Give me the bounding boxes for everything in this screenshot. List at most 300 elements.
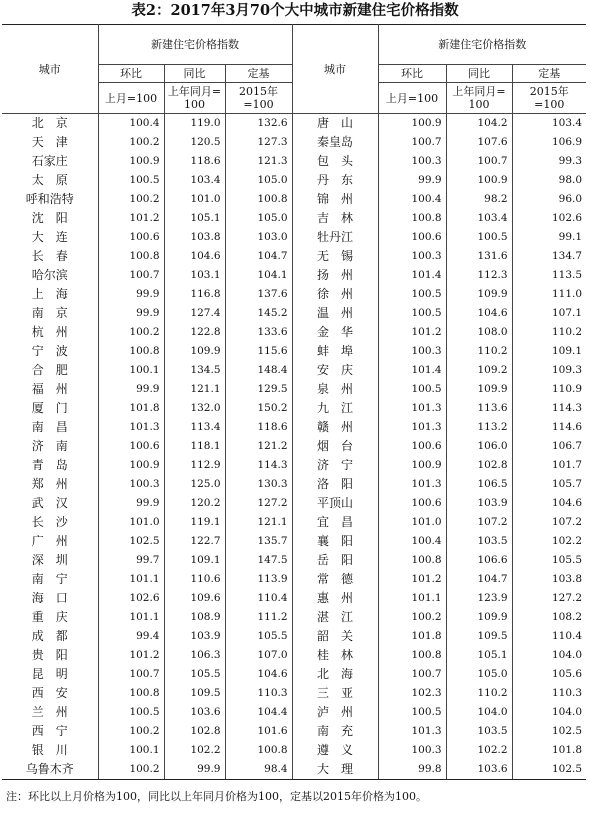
city-cell-right: 襄 阳 <box>292 532 378 551</box>
yoy-cell-left: 116.8 <box>164 285 225 304</box>
city-cell-right: 三 亚 <box>292 684 378 703</box>
mom-cell-right: 100.4 <box>378 532 446 551</box>
city-cell-left: 太 原 <box>2 171 98 190</box>
mom-cell-left: 100.3 <box>98 475 164 494</box>
mom-cell-right: 100.6 <box>378 437 446 456</box>
mom-cell-right: 101.0 <box>378 513 446 532</box>
yoy-cell-left: 109.1 <box>164 551 225 570</box>
mom-cell-left: 100.6 <box>98 228 164 247</box>
yoy-cell-right: 123.9 <box>446 589 512 608</box>
yoy-cell-right: 103.9 <box>446 494 512 513</box>
base-cell-right: 98.0 <box>558 174 583 186</box>
city-cell-left: 南 宁 <box>2 570 98 589</box>
table-header <box>2 25 586 114</box>
yoy-cell-right: 107.2 <box>446 513 512 532</box>
city-cell-left: 海 口 <box>2 589 98 608</box>
yoy-cell-left: 120.5 <box>164 133 225 152</box>
yoy-cell-right: 100.7 <box>446 152 512 171</box>
mom-cell-right: 100.2 <box>378 608 446 627</box>
city-cell-left: 天 津 <box>2 133 98 152</box>
city-cell-right: 丹 东 <box>292 171 378 190</box>
mom-cell-left: 100.4 <box>98 114 164 134</box>
base-cell-right: 102.6 <box>551 212 583 224</box>
yoy-cell-right: 100.5 <box>446 228 512 247</box>
yoy-cell-left: 103.9 <box>164 627 225 646</box>
mom-cell-right: 101.1 <box>378 589 446 608</box>
header-base-sub-line2: =100 <box>534 98 565 111</box>
base-cell-left: 98.4 <box>225 760 292 780</box>
table-row <box>2 513 586 532</box>
base-cell-left: 105.0 <box>225 171 292 190</box>
table-row <box>2 209 586 228</box>
mom-cell-right: 100.4 <box>378 190 446 209</box>
header-yoy-sub-left <box>164 83 225 114</box>
mom-cell-left: 100.7 <box>98 665 164 684</box>
mom-cell-left: 99.9 <box>98 380 164 399</box>
base-cell-left: 118.6 <box>225 418 292 437</box>
city-cell-left: 成 都 <box>2 627 98 646</box>
mom-cell-right: 101.3 <box>378 722 446 741</box>
yoy-cell-right: 105.0 <box>446 665 512 684</box>
base-cell-left: 100.8 <box>225 741 292 760</box>
header-base-sub-right <box>512 83 586 114</box>
base-cell-left: 104.4 <box>225 703 292 722</box>
mom-cell-right: 100.6 <box>378 494 446 513</box>
base-cell-left: 135.7 <box>225 532 292 551</box>
yoy-cell-right: 103.5 <box>446 722 512 741</box>
table-row <box>2 703 586 722</box>
table-row <box>2 589 586 608</box>
yoy-cell-left: 118.1 <box>164 437 225 456</box>
city-cell-left: 福 州 <box>2 380 98 399</box>
yoy-cell-right: 104.2 <box>446 114 512 134</box>
city-cell-left: 上 海 <box>2 285 98 304</box>
table-row <box>2 247 586 266</box>
base-cell-right: 99.1 <box>558 231 583 243</box>
yoy-cell-left: 99.9 <box>164 760 225 780</box>
table-row <box>2 380 586 399</box>
base-cell-left: 129.5 <box>225 380 292 399</box>
yoy-cell-left: 105.5 <box>164 665 225 684</box>
yoy-cell-left: 112.9 <box>164 456 225 475</box>
table-row <box>2 646 586 665</box>
base-cell-right: 127.2 <box>551 592 583 604</box>
yoy-cell-right: 109.2 <box>446 361 512 380</box>
yoy-cell-right: 104.7 <box>446 570 512 589</box>
city-cell-left: 厦 门 <box>2 399 98 418</box>
mom-cell-right: 100.3 <box>378 342 446 361</box>
city-cell-right: 韶 关 <box>292 627 378 646</box>
mom-cell-right: 100.5 <box>378 285 446 304</box>
yoy-cell-left: 102.2 <box>164 741 225 760</box>
city-cell-left: 武 汉 <box>2 494 98 513</box>
base-cell-left: 121.1 <box>225 513 292 532</box>
yoy-cell-left: 122.7 <box>164 532 225 551</box>
city-cell-right: 牡丹江 <box>292 228 378 247</box>
city-cell-left: 沈 阳 <box>2 209 98 228</box>
city-cell-right: 洛 阳 <box>292 475 378 494</box>
city-cell-right: 唐 山 <box>292 114 378 134</box>
yoy-cell-left: 119.0 <box>164 114 225 134</box>
mom-cell-left: 101.3 <box>98 418 164 437</box>
base-cell-right: 134.7 <box>551 250 583 262</box>
yoy-cell-left: 125.0 <box>164 475 225 494</box>
base-cell-right: 109.3 <box>551 364 583 376</box>
city-cell-left: 兰 州 <box>2 703 98 722</box>
table-row <box>2 722 586 741</box>
mom-cell-left: 100.1 <box>98 361 164 380</box>
yoy-cell-right: 131.6 <box>446 247 512 266</box>
base-cell-right: 103.8 <box>551 573 583 585</box>
mom-cell-left: 100.5 <box>98 171 164 190</box>
header-yoy-sub-line2: 100 <box>468 98 490 111</box>
base-cell-left: 104.1 <box>225 266 292 285</box>
city-cell-left: 郑 州 <box>2 475 98 494</box>
header-base-sub-left <box>225 83 292 114</box>
header-yoy-sub-line1: 上年同月= <box>167 85 222 98</box>
city-cell-right: 大 理 <box>292 760 378 780</box>
table-row <box>2 361 586 380</box>
header-group-left: 新建住宅价格指数 <box>98 25 292 65</box>
base-cell-right: 110.2 <box>551 326 583 338</box>
city-cell-left: 杭 州 <box>2 323 98 342</box>
mom-cell-right: 100.7 <box>378 665 446 684</box>
base-cell-left: 130.3 <box>225 475 292 494</box>
mom-cell-left: 100.2 <box>98 190 164 209</box>
base-cell-left: 121.2 <box>225 437 292 456</box>
city-cell-right: 蚌 埠 <box>292 342 378 361</box>
city-cell-right: 赣 州 <box>292 418 378 437</box>
yoy-cell-left: 101.0 <box>164 190 225 209</box>
base-cell-left: 110.4 <box>225 589 292 608</box>
base-cell-right: 102.5 <box>512 760 586 780</box>
table-title: 表2：2017年3月70个大中城市新建住宅价格指数 <box>131 2 459 19</box>
mom-cell-right: 101.2 <box>378 323 446 342</box>
header-base-sub-line1: 2015年 <box>529 85 569 98</box>
base-cell-right: 110.9 <box>551 383 583 395</box>
mom-cell-right: 100.9 <box>378 456 446 475</box>
base-cell-left: 150.2 <box>225 399 292 418</box>
yoy-cell-left: 109.5 <box>164 684 225 703</box>
city-cell-right: 安 庆 <box>292 361 378 380</box>
base-cell-left: 133.6 <box>225 323 292 342</box>
city-cell-right: 吉 林 <box>292 209 378 228</box>
mom-cell-right: 101.4 <box>378 266 446 285</box>
base-cell-left: 114.3 <box>225 456 292 475</box>
base-cell-right: 96.0 <box>558 193 583 205</box>
table-row <box>2 228 586 247</box>
yoy-cell-right: 113.6 <box>446 399 512 418</box>
base-cell-right: 105.5 <box>551 554 583 566</box>
table-row <box>2 494 586 513</box>
base-cell-left: 107.0 <box>225 646 292 665</box>
yoy-cell-left: 132.0 <box>164 399 225 418</box>
city-cell-left: 西 安 <box>2 684 98 703</box>
table-row <box>2 190 586 209</box>
base-cell-left: 132.6 <box>225 114 292 134</box>
mom-cell-left: 100.8 <box>98 247 164 266</box>
base-cell-right: 99.3 <box>558 155 583 167</box>
yoy-cell-left: 121.1 <box>164 380 225 399</box>
base-cell-right: 110.3 <box>551 687 583 699</box>
city-cell-right: 北 海 <box>292 665 378 684</box>
base-cell-left: 115.6 <box>225 342 292 361</box>
table-row <box>2 399 586 418</box>
base-cell-left: 105.0 <box>225 209 292 228</box>
city-cell-right: 平顶山 <box>292 494 378 513</box>
city-cell-right: 温 州 <box>292 304 378 323</box>
yoy-cell-left: 105.1 <box>164 209 225 228</box>
mom-cell-right: 100.3 <box>378 152 446 171</box>
mom-cell-left: 100.8 <box>98 684 164 703</box>
mom-cell-left: 101.2 <box>98 209 164 228</box>
yoy-cell-right: 112.3 <box>446 266 512 285</box>
table-row <box>2 627 586 646</box>
city-cell-right: 惠 州 <box>292 589 378 608</box>
city-cell-left: 南 昌 <box>2 418 98 437</box>
city-cell-right: 锦 州 <box>292 190 378 209</box>
city-cell-right: 济 宁 <box>292 456 378 475</box>
table-row <box>2 266 586 285</box>
base-cell-right: 104.0 <box>551 706 583 718</box>
table-row <box>2 133 586 152</box>
table-row <box>2 323 586 342</box>
base-cell-left: 127.2 <box>225 494 292 513</box>
header-group-right: 新建住宅价格指数 <box>378 25 586 65</box>
yoy-cell-left: 113.4 <box>164 418 225 437</box>
base-cell-right: 104.6 <box>551 497 583 509</box>
yoy-cell-right: 109.9 <box>446 608 512 627</box>
header-yoy-sub-line1: 上年同月= <box>452 85 506 98</box>
base-cell-right: 106.7 <box>551 440 583 452</box>
base-cell-right: 105.7 <box>551 478 583 490</box>
mom-cell-left: 100.2 <box>98 133 164 152</box>
base-cell-right: 102.5 <box>551 725 583 737</box>
city-cell-right: 包 头 <box>292 152 378 171</box>
base-cell-right: 108.2 <box>551 611 583 623</box>
yoy-cell-right: 107.6 <box>446 133 512 152</box>
yoy-cell-right: 109.5 <box>446 627 512 646</box>
mom-cell-right: 101.2 <box>378 570 446 589</box>
city-cell-left: 青 岛 <box>2 456 98 475</box>
city-cell-right: 湛 江 <box>292 608 378 627</box>
base-cell-right: 106.9 <box>551 136 583 148</box>
mom-cell-right: 100.8 <box>378 551 446 570</box>
mom-cell-left: 100.7 <box>98 266 164 285</box>
mom-cell-right: 100.3 <box>378 247 446 266</box>
base-cell-right: 103.4 <box>551 117 583 129</box>
header-mom-sub-right: 上月=100 <box>378 83 446 114</box>
base-cell-right: 107.2 <box>551 516 583 528</box>
city-cell-left: 贵 阳 <box>2 646 98 665</box>
city-cell-right: 烟 台 <box>292 437 378 456</box>
table-row <box>2 551 586 570</box>
base-cell-right: 111.0 <box>551 288 583 300</box>
base-cell-right: 101.7 <box>551 459 583 471</box>
yoy-cell-right: 113.2 <box>446 418 512 437</box>
city-cell-right: 南 充 <box>292 722 378 741</box>
base-cell-right: 101.8 <box>551 744 583 756</box>
mom-cell-left: 99.9 <box>98 304 164 323</box>
city-cell-left: 大 连 <box>2 228 98 247</box>
city-cell-right: 宜 昌 <box>292 513 378 532</box>
table-row <box>2 741 586 760</box>
yoy-cell-left: 127.4 <box>164 304 225 323</box>
table-row <box>2 114 586 134</box>
base-cell-left: 148.4 <box>225 361 292 380</box>
table-row <box>2 152 586 171</box>
yoy-cell-right: 103.4 <box>446 209 512 228</box>
mom-cell-left: 100.2 <box>98 760 164 780</box>
city-cell-right: 遵 义 <box>292 741 378 760</box>
yoy-cell-left: 109.9 <box>164 342 225 361</box>
table-row <box>2 608 586 627</box>
yoy-cell-right: 100.9 <box>446 171 512 190</box>
base-cell-left: 145.2 <box>225 304 292 323</box>
table-row <box>2 171 586 190</box>
mom-cell-left: 101.0 <box>98 513 164 532</box>
base-cell-right: 114.3 <box>551 402 583 414</box>
city-cell-left: 西 宁 <box>2 722 98 741</box>
header-city-right: 城市 <box>292 25 378 114</box>
city-cell-left: 北 京 <box>2 114 98 134</box>
yoy-cell-right: 104.6 <box>446 304 512 323</box>
city-cell-left: 乌鲁木齐 <box>2 760 98 780</box>
city-cell-right: 桂 林 <box>292 646 378 665</box>
base-cell-left: 104.7 <box>225 247 292 266</box>
yoy-cell-left: 108.9 <box>164 608 225 627</box>
yoy-cell-left: 103.1 <box>164 266 225 285</box>
yoy-cell-right: 103.6 <box>446 760 512 780</box>
mom-cell-left: 100.2 <box>98 323 164 342</box>
city-cell-right: 徐 州 <box>292 285 378 304</box>
base-cell-right: 113.5 <box>551 269 583 281</box>
base-cell-right: 109.1 <box>551 345 583 357</box>
yoy-cell-right: 110.2 <box>446 684 512 703</box>
header-base-right: 定基 <box>512 65 586 83</box>
base-cell-right: 105.6 <box>551 668 583 680</box>
base-cell-left: 127.3 <box>225 133 292 152</box>
header-yoy-left: 同比 <box>164 65 225 83</box>
yoy-cell-right: 106.0 <box>446 437 512 456</box>
base-cell-left: 137.6 <box>225 285 292 304</box>
yoy-cell-left: 103.6 <box>164 703 225 722</box>
table-row <box>2 760 586 780</box>
base-cell-left: 104.6 <box>225 665 292 684</box>
mom-cell-left: 102.6 <box>98 589 164 608</box>
mom-cell-right: 100.9 <box>378 114 446 134</box>
yoy-cell-left: 122.8 <box>164 323 225 342</box>
base-cell-left: 100.8 <box>225 190 292 209</box>
mom-cell-right: 100.5 <box>378 703 446 722</box>
city-cell-left: 呼和浩特 <box>2 190 98 209</box>
mom-cell-left: 101.1 <box>98 608 164 627</box>
yoy-cell-right: 106.6 <box>446 551 512 570</box>
header-yoy-right: 同比 <box>446 65 512 83</box>
table-row <box>2 418 586 437</box>
mom-cell-left: 101.1 <box>98 570 164 589</box>
base-cell-left: 111.2 <box>225 608 292 627</box>
yoy-cell-left: 119.1 <box>164 513 225 532</box>
city-cell-left: 广 州 <box>2 532 98 551</box>
table-row <box>2 475 586 494</box>
mom-cell-right: 100.8 <box>378 646 446 665</box>
yoy-cell-left: 103.4 <box>164 171 225 190</box>
city-cell-right: 九 江 <box>292 399 378 418</box>
table-row <box>2 285 586 304</box>
mom-cell-right: 102.3 <box>378 684 446 703</box>
mom-cell-left: 102.5 <box>98 532 164 551</box>
mom-cell-right: 100.3 <box>378 741 446 760</box>
yoy-cell-left: 110.6 <box>164 570 225 589</box>
yoy-cell-left: 118.6 <box>164 152 225 171</box>
mom-cell-right: 101.3 <box>378 418 446 437</box>
mom-cell-left: 100.9 <box>98 456 164 475</box>
header-base-sub-line1: 2015年 <box>239 85 279 98</box>
yoy-cell-right: 98.2 <box>446 190 512 209</box>
header-base-sub-line2: =100 <box>243 98 274 111</box>
city-cell-left: 长 沙 <box>2 513 98 532</box>
header-base-left: 定基 <box>225 65 292 83</box>
city-cell-right: 岳 阳 <box>292 551 378 570</box>
city-cell-right: 常 德 <box>292 570 378 589</box>
mom-cell-right: 100.5 <box>378 304 446 323</box>
footnote: 注：环比以上月价格为100，同比以上年同月价格为100，定基以2015年价格为100。 <box>6 790 427 803</box>
price-index-table <box>2 24 586 780</box>
mom-cell-right: 101.8 <box>378 627 446 646</box>
mom-cell-right: 99.9 <box>378 171 446 190</box>
yoy-cell-left: 109.6 <box>164 589 225 608</box>
city-cell-left: 深 圳 <box>2 551 98 570</box>
city-cell-left: 重 庆 <box>2 608 98 627</box>
yoy-cell-left: 120.2 <box>164 494 225 513</box>
mom-cell-left: 99.7 <box>98 551 164 570</box>
table-row <box>2 342 586 361</box>
city-cell-left: 宁 波 <box>2 342 98 361</box>
yoy-cell-right: 104.0 <box>446 703 512 722</box>
mom-cell-left: 100.9 <box>98 152 164 171</box>
yoy-cell-right: 105.1 <box>446 646 512 665</box>
mom-cell-right: 99.8 <box>378 760 446 780</box>
mom-cell-right: 100.6 <box>378 228 446 247</box>
yoy-cell-left: 106.3 <box>164 646 225 665</box>
yoy-cell-right: 106.5 <box>446 475 512 494</box>
yoy-cell-right: 110.2 <box>446 342 512 361</box>
base-cell-left: 121.3 <box>225 152 292 171</box>
mom-cell-right: 100.7 <box>378 133 446 152</box>
city-cell-right: 泸 州 <box>292 703 378 722</box>
yoy-cell-right: 109.9 <box>446 380 512 399</box>
city-cell-right: 无 锡 <box>292 247 378 266</box>
yoy-cell-right: 109.9 <box>446 285 512 304</box>
header-mom-left: 环比 <box>98 65 164 83</box>
mom-cell-right: 101.3 <box>378 475 446 494</box>
mom-cell-left: 99.9 <box>98 285 164 304</box>
base-cell-left: 110.3 <box>225 684 292 703</box>
header-city-left: 城市 <box>2 25 98 114</box>
city-cell-left: 济 南 <box>2 437 98 456</box>
base-cell-left: 101.6 <box>225 722 292 741</box>
mom-cell-left: 99.4 <box>98 627 164 646</box>
base-cell-right: 107.1 <box>551 307 583 319</box>
base-cell-left: 105.5 <box>225 627 292 646</box>
header-yoy-sub-right <box>446 83 512 114</box>
mom-cell-left: 100.1 <box>98 741 164 760</box>
yoy-cell-left: 104.6 <box>164 247 225 266</box>
base-cell-right: 104.0 <box>551 649 583 661</box>
mom-cell-left: 100.5 <box>98 703 164 722</box>
mom-cell-left: 100.6 <box>98 437 164 456</box>
